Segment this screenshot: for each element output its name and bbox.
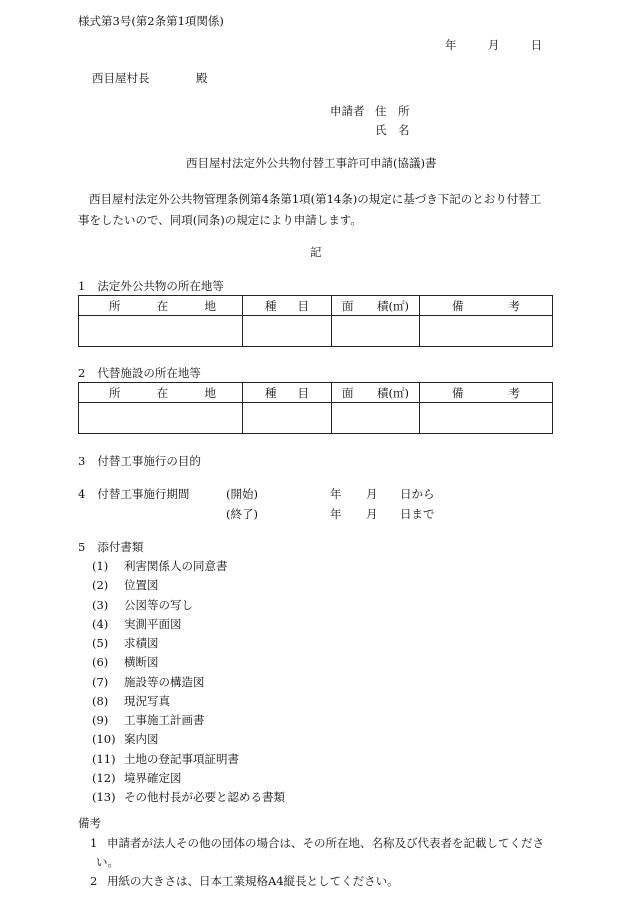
notes-title: 備考 [78, 816, 101, 830]
applicant-address: 住 所 [375, 104, 410, 118]
date-line [445, 38, 542, 52]
header-remarks: 備 考 [420, 296, 553, 316]
note-1-line-1: 申請者が法人その他の団体の場合は、その所在地、名称及び代表者を記載してくださ [107, 836, 544, 850]
applicant-name: 氏 名 [375, 123, 410, 137]
list-item-num: (7) [92, 674, 109, 689]
section-1-heading [78, 279, 224, 293]
ki-label: 記 [310, 245, 322, 259]
list-item-text: 実測平面図 [124, 616, 182, 631]
section-3-num: 3 [78, 454, 86, 468]
list-item-text: 公図等の写し [124, 597, 193, 612]
section-3-heading [78, 454, 201, 468]
list-item-num: (6) [92, 655, 109, 670]
cell-location[interactable] [79, 316, 243, 347]
addressee-honorific: 殿 [196, 71, 208, 85]
date-year: 年 [445, 38, 457, 52]
note-2-num: 2 [90, 874, 98, 888]
body-line-2: 事をしたいので、同項(同条)の規定により申請します。 [78, 213, 362, 227]
list-item-num: (8) [92, 693, 109, 708]
section-5-title: 添付書類 [97, 540, 144, 554]
list-item-text: 土地の登記事項証明書 [124, 751, 239, 766]
list-item [92, 790, 285, 804]
applicant-label: 申請者 [330, 104, 365, 118]
period-start-month: 月 [366, 487, 378, 501]
cell-area[interactable] [332, 403, 420, 434]
period-end-month: 月 [366, 507, 378, 521]
header-location: 所 在 地 [79, 383, 243, 403]
list-item-num: (5) [92, 636, 109, 650]
section-2-num: 2 [78, 366, 86, 380]
body-line-1: 西目屋村法定外公共物管理条例第4条第1項(第14条)の規定に基づき下記のとおり付替工 [89, 192, 542, 206]
list-item [92, 713, 205, 727]
list-item-num: (4) [92, 616, 109, 631]
list-item-num: (2) [92, 578, 109, 593]
cell-location[interactable] [79, 403, 243, 434]
section-4-num: 4 [78, 487, 86, 501]
cell-remarks[interactable] [420, 316, 553, 347]
list-item-num: (11) [92, 751, 116, 766]
section-2-title: 代替施設の所在地等 [97, 366, 201, 380]
list-item [92, 752, 239, 766]
list-item [92, 771, 182, 785]
header-remarks: 備 考 [420, 383, 553, 403]
list-item-text: 境界確定図 [124, 770, 182, 785]
list-item [92, 655, 159, 669]
list-item-text: 求積図 [124, 636, 159, 650]
period-start-year: 年 [330, 487, 342, 501]
section-2-heading [78, 366, 201, 380]
section-4-heading [78, 487, 189, 501]
table-substitute-facility [78, 382, 553, 434]
header-type: 種 目 [243, 383, 332, 403]
list-item-num: (12) [92, 770, 116, 785]
period-end-day: 日まで [400, 507, 435, 521]
list-item-text: 案内図 [124, 732, 159, 747]
list-item-text: その他村長が必要と認める書類 [124, 790, 285, 804]
header-location: 所 在 地 [79, 296, 243, 316]
cell-type[interactable] [243, 316, 332, 347]
table-header-row [79, 383, 553, 403]
period-start-day: 日から [400, 487, 435, 501]
list-item [92, 559, 228, 573]
list-item [92, 694, 170, 708]
list-item [92, 732, 159, 746]
date-day: 日 [530, 38, 543, 52]
list-item-num: (1) [92, 559, 109, 573]
cell-remarks[interactable] [420, 403, 553, 434]
period-end-year: 年 [330, 507, 342, 521]
list-item [92, 578, 159, 592]
list-item-num: (13) [92, 790, 116, 804]
section-5-num: 5 [78, 540, 86, 554]
note-1-line-2: い。 [96, 855, 119, 869]
form-number: 様式第3号(第2条第1項関係) [78, 14, 224, 28]
table-row [79, 403, 553, 434]
list-item-text: 施設等の構造図 [124, 674, 205, 689]
list-item-text: 現況写真 [124, 693, 170, 708]
table-row [79, 316, 553, 347]
section-4-title: 付替工事施行期間 [97, 487, 190, 501]
list-item [92, 636, 159, 650]
list-item [92, 617, 182, 631]
list-item-num: (10) [92, 732, 116, 747]
list-item-num: (9) [92, 713, 109, 727]
note-1-num: 1 [90, 836, 98, 850]
period-start-label: (開始) [226, 487, 258, 501]
table-public-property [78, 295, 553, 347]
list-item-num: (3) [92, 597, 109, 612]
table-header-row [79, 296, 553, 316]
note-2-text: 用紙の大きさは、日本工業規格A4縦長としてください。 [107, 874, 399, 888]
list-item [92, 675, 205, 689]
list-item-text: 位置図 [124, 578, 159, 593]
list-item-text: 工事施工計画書 [124, 713, 205, 727]
section-1-title: 法定外公共物の所在地等 [97, 279, 224, 293]
section-1-num: 1 [78, 279, 86, 293]
list-item-text: 横断図 [124, 655, 159, 670]
document-title: 西目屋村法定外公共物付替工事許可申請(協議)書 [186, 156, 437, 170]
cell-type[interactable] [243, 403, 332, 434]
header-area: 面 積(㎡) [332, 383, 420, 403]
section-3-title: 付替工事施行の目的 [97, 454, 201, 468]
date-month: 月 [487, 38, 500, 52]
period-end-label: (終了) [226, 507, 258, 521]
addressee-name: 西目屋村長 [92, 71, 150, 85]
cell-area[interactable] [332, 316, 420, 347]
list-item [92, 598, 193, 612]
list-item-text: 利害関係人の同意書 [124, 559, 228, 573]
header-type: 種 目 [243, 296, 332, 316]
body-text [78, 189, 556, 231]
header-area: 面 積(㎡) [332, 296, 420, 316]
section-5-heading [78, 540, 143, 554]
